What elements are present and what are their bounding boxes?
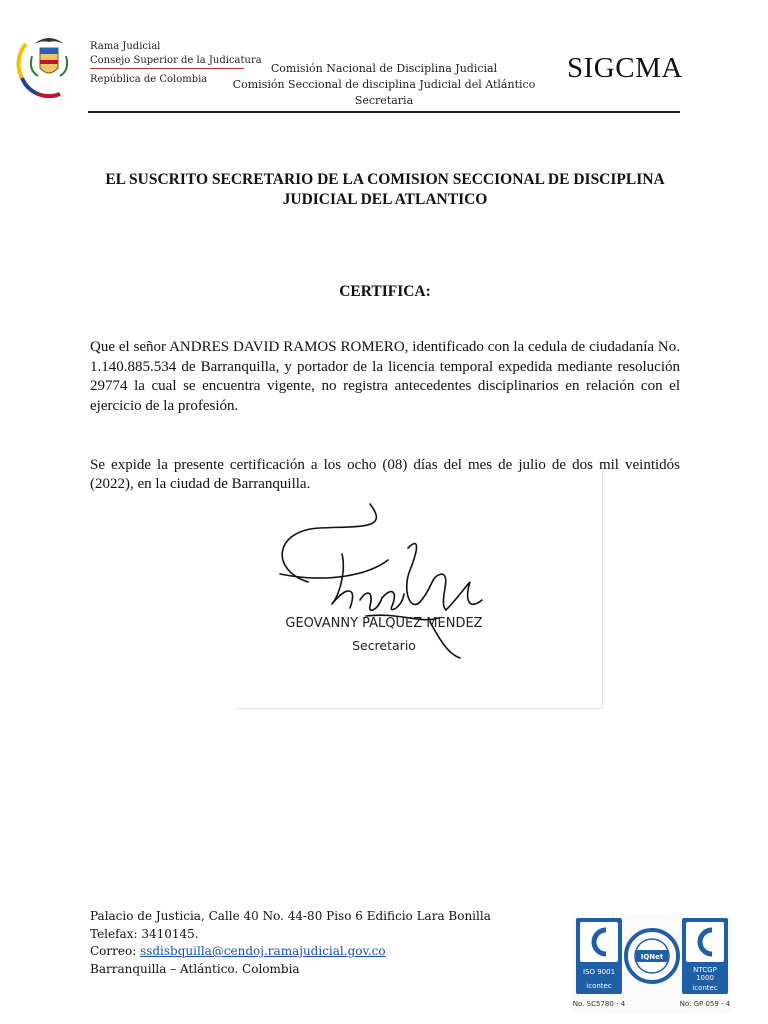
footer-city: Barranquilla – Atlántico. Colombia (90, 961, 300, 976)
header-center (232, 61, 536, 109)
ntcgp-label: NTCGP (693, 966, 717, 974)
document-title: EL SUSCRITO SECRETARIO DE LA COMISION SECCIONAL DE DISCIPLINA JUDICIAL DEL ATLANTICO (105, 171, 665, 208)
certifica-heading: CERTIFICA: (339, 283, 431, 300)
institution-council: Consejo Superior de la Judicatura (90, 54, 262, 66)
header-line-secretary: Secretaria (354, 94, 414, 107)
iso-number: No. SC5780 - 4 (572, 1000, 626, 1008)
footer-phone: Telefax: 3410145. (90, 926, 199, 941)
certification-paragraph: Que el señor ANDRES DAVID RAMOS ROMERO, identificado con la cedula de ciudadanía No. 1.140.885.534 de Barranquilla, y portador de la licencia temporal expedida mediante resolución 29774 la cual se encuentra vigente, no registra antecedentes disciplinarios en relación con el ejercicio de la profesión. (90, 339, 680, 414)
footer-contact (90, 908, 491, 978)
coat-of-arms-icon (16, 28, 82, 98)
footer-email-label: Correo: (90, 944, 141, 958)
institution-country: República de Colombia (90, 74, 208, 85)
footer-email-line (90, 943, 491, 961)
email-link[interactable]: ssdisbquilla@cendoj.ramajudicial.gov.co (140, 944, 386, 958)
iso-label: ISO 9001 (582, 968, 616, 976)
ntcgp-year: 1000 (696, 974, 714, 982)
issuance-paragraph: Se expide la presente certificación a los ocho (08) días del mes de julio de dos mil veintidós (2022), en la ciudad de Barranquilla. (90, 457, 680, 492)
red-rule (90, 68, 244, 69)
signer-name: GEOVANNY PALQUEZ MENDEZ (285, 616, 483, 631)
iso-9001-seal-icon (573, 918, 626, 1008)
header-divider (88, 111, 680, 113)
iqnet-label: IQNet (640, 953, 664, 961)
footer-address: Palacio de Justicia, Calle 40 No. 44-80 Piso 6 Edificio Lara Bonilla (90, 909, 491, 923)
ntcgp-number: No. GP 059 - 4 (679, 1000, 731, 1008)
header-line-national: Comisión Nacional de Disciplina Judicial (270, 62, 498, 75)
signer-role: Secretario (352, 638, 416, 653)
certification-seals (572, 914, 732, 1014)
header-line-sectional: Comisión Seccional de disciplina Judicial del Atlántico (232, 78, 536, 91)
institution-name: Rama Judicial (90, 41, 161, 52)
ntcgp-seal-icon (680, 918, 731, 1008)
system-label: SIGCMA (567, 52, 683, 84)
iso-brand: icontec (586, 982, 612, 990)
iqnet-seal-icon (626, 930, 678, 982)
ntcgp-brand: icontec (692, 984, 718, 992)
